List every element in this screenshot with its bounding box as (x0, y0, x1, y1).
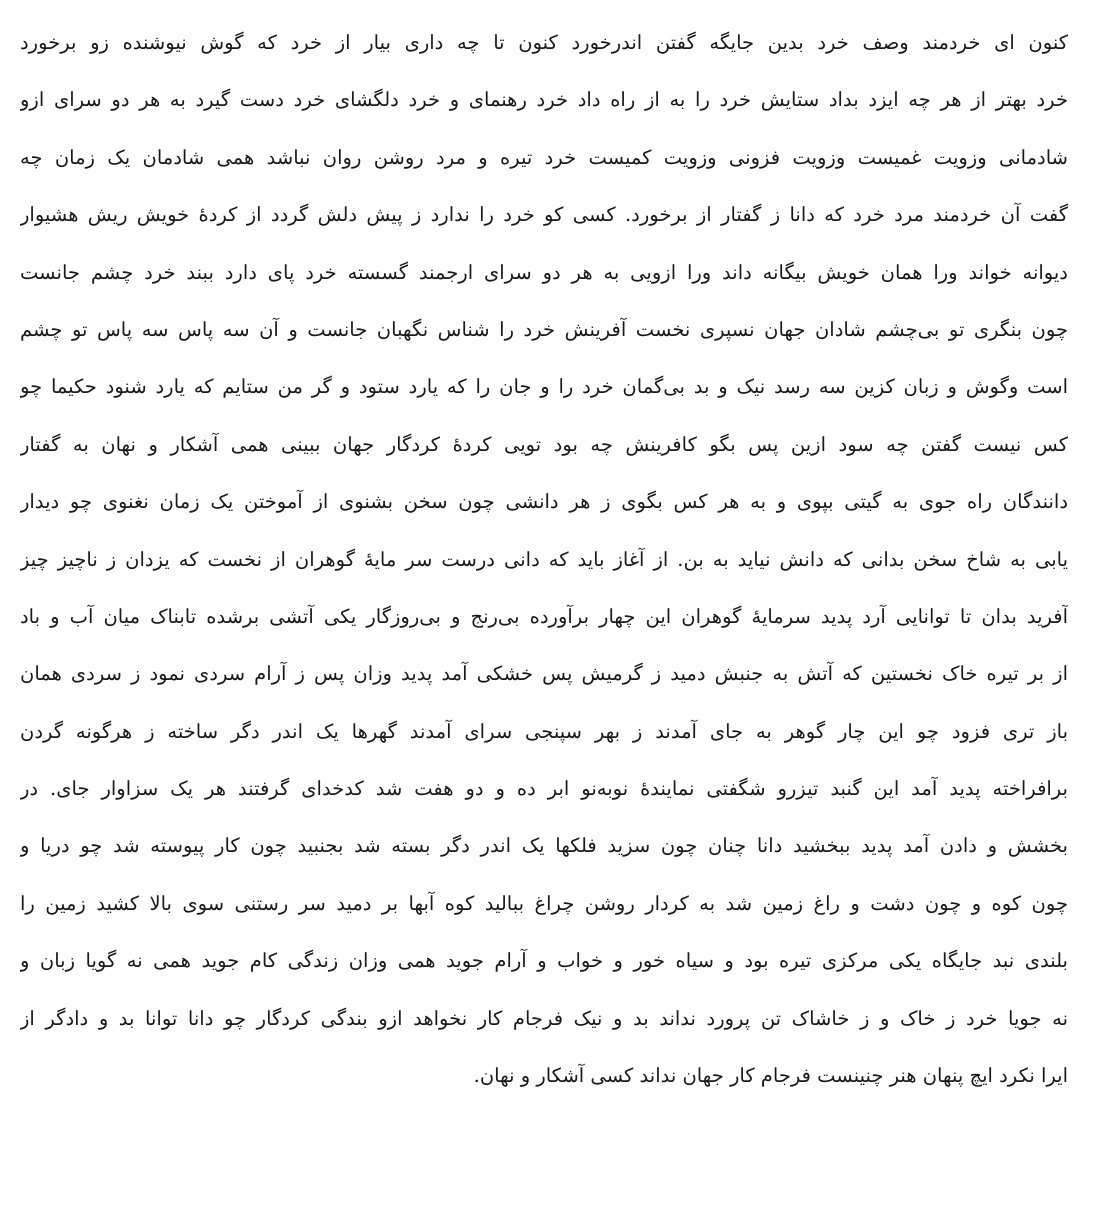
text-line: گفت آن خردمند مرد خرد که دانا ز گفتار از برخورد. کسی کو خرد را ندارد ز پیش دلش گردد از کردهٔ خویش ریش هشیوار (20, 203, 1068, 227)
text-line: یابی به شاخ سخن بدانی که دانش نیاید به بن. از آغاز باید که دانی درست سر مایهٔ گوهران از نخست که یزدان ز ناچیز چیز (20, 547, 1068, 571)
text-line: کنون ای خردمند وصف خرد بدین جایگه گفتن اندرخورد کنون تا چه داری بیار از خرد که گوش نیوشنده زو برخورد (20, 31, 1068, 54)
text-line: چون بنگری تو بی‌چشم شادان جهان نسپری نخست آفرینش خرد را شناس نگهبان جانست و آن سه پاس سه پاس تو چشم (20, 317, 1068, 341)
text-line: نه جویا خرد ز خاک و ز خاشاک تن پرورد نداند بد و نیک فرجام کار نخواهد ازو بندگی کردگار چو دانا توانا بد و دادگر از (20, 1006, 1068, 1030)
text-line-last: ایرا نکرد ایچ پنهان هنر چنینست فرجام کار جهان نداند کسی آشکار و نهان. (473, 1064, 1068, 1088)
text-line: است وگوش و زبان کزین سه رسد نیک و بد بی‌گمان خرد را و جان را که یارد ستود و گر من ستایم که یارد شنود حکیما چو (20, 375, 1068, 399)
text-line: بخشش و دادن آمد پدید ببخشید دانا چنان چون سزید فلکها یک اندر دگر بسته شد بجنبید چون کار پیوسته شد چو دریا و (20, 834, 1068, 858)
text-line: دیوانه خواند ورا همان خویش بیگانه داند ورا ازویی به هر دو سرای ارجمند گسسته خرد پای دارد ببند خرد چشم جانست (20, 260, 1068, 284)
text-line: آفرید بدان تا توانایی آرد پدید سرمایهٔ گوهران این چهار برآورده بی‌رنج و بی‌روزگار یکی آتشی برشده تابناک میان آب و باد (20, 604, 1068, 628)
text-line: خرد بهتر از هر چه ایزد بداد ستایش خرد را به از راه داد خرد رهنمای و خرد دلگشای خرد دست گیرد به هر دو سرای ازو (20, 88, 1068, 112)
text-line: چون کوه و چون دشت و راغ زمین شد به کردار روشن چراغ ببالید کوه آبها بر دمید سر رستنی سوی بالا کشید زمین را (20, 891, 1068, 915)
poem-text-block (20, 14, 1068, 1104)
text-line: شادمانی وزویت غمیست وزویت فزونی وزویت کمیست خرد تیره و مرد روشن روان نباشد همی شادمان یک زمان چه (20, 145, 1068, 169)
text-line: کس نیست گفتن چه سود ازین پس بگو کافرینش چه بود تویی کردهٔ کردگار جهان ببینی همی آشکار و نهان به گفتار (20, 432, 1068, 456)
text-line: از بر تیره خاک نخستین که آتش به جنبش دمید ز گرمیش پس خشکی آمد پدید وزان پس ز آرام سردی نمود ز سردی همان (20, 662, 1068, 686)
text-line: دانندگان راه جوی به گیتی بپوی و به هر کس بگوی ز هر دانشی چون سخن بشنوی از آموختن یک زمان نغنوی چو دیدار (20, 490, 1068, 514)
text-line: بلندی نبد جایگاه یکی مرکزی تیره بود و سیاه خور و خواب و آرام جوید همی وزان زندگی کام جوید همی نه گویا زبان و (20, 949, 1068, 973)
text-line: باز تری فزود چو این چار گوهر به جای آمدند ز بهر سپنجی سرای آمدند گهرها یک اندر دگر ساخته ز هرگونه گردن (20, 719, 1068, 743)
text-line: برافراخته پدید آمد این گنبد تیزرو شگفتی نمایندهٔ نوبه‌نو ابر ده و دو هفت شد کدخدای گرفتند هر یک سزاوار جای. در (20, 777, 1068, 801)
